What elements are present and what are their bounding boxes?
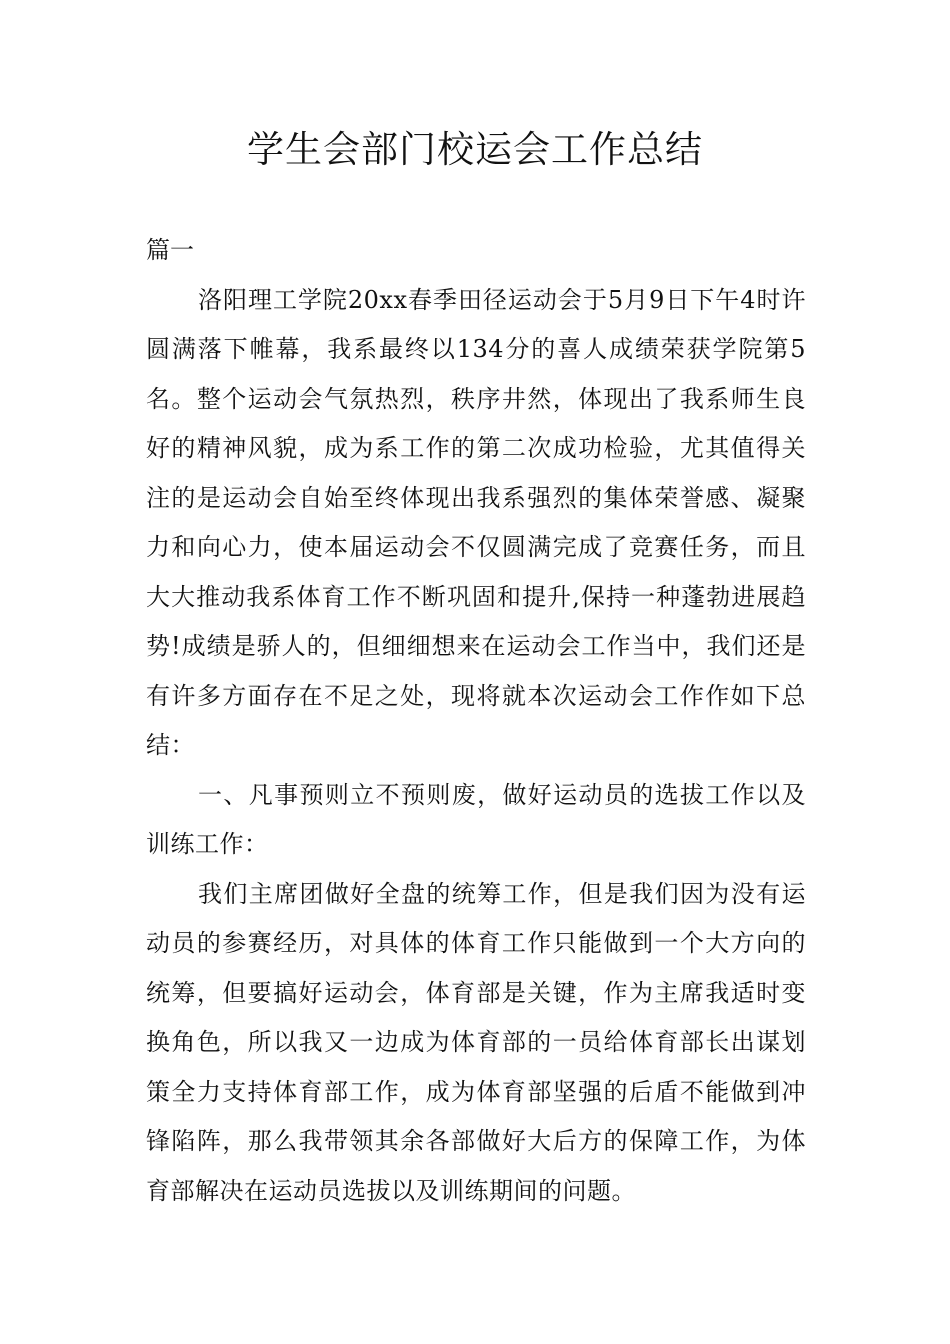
paragraph-intro: 洛阳理工学院20xx春季田径运动会于5月9日下午4时许圆满落下帷幕，我系最终以134分的喜人成绩荣获学院第5名。整个运动会气氛热烈，秩序井然，体现出了我系师生良好的精神风貌，成为系工作的第二次成功检验，尤其值得关注的是运动会自始至终体现出我系强烈的集体荣誉感、凝聚力和向心力，使本届运动会不仅圆满完成了竞赛任务，而且大大推动我系体育工作不断巩固和提升,保持一种蓬勃进展趋势!成绩是骄人的，但细细想来在运动会工作当中，我们还是有许多方面存在不足之处，现将就本次运动会工作作如下总结： bbox=[146, 285, 806, 759]
paragraph-body: 我们主席团做好全盘的统筹工作，但是我们因为没有运动员的参赛经历，对具体的体育工作只能做到一个大方向的统筹，但要搞好运动会，体育部是关键，作为主席我适时变换角色，所以我又一边成为体育部的一员给体育部长出谋划策全力支持体育部工作，成为体育部坚强的后盾不能做到冲锋陷阵，那么我带领其余各部做好大后方的保障工作，为体育部解决在运动员选拔以及训练期间的问题。 bbox=[146, 879, 806, 1205]
paragraph-heading-one: 一、凡事预则立不预则废，做好运动员的选拔工作以及训练工作： bbox=[146, 780, 806, 858]
document-body bbox=[146, 226, 806, 1216]
section-label: 篇一 bbox=[146, 236, 194, 264]
document-title: 学生会部门校运会工作总结 bbox=[247, 128, 703, 171]
